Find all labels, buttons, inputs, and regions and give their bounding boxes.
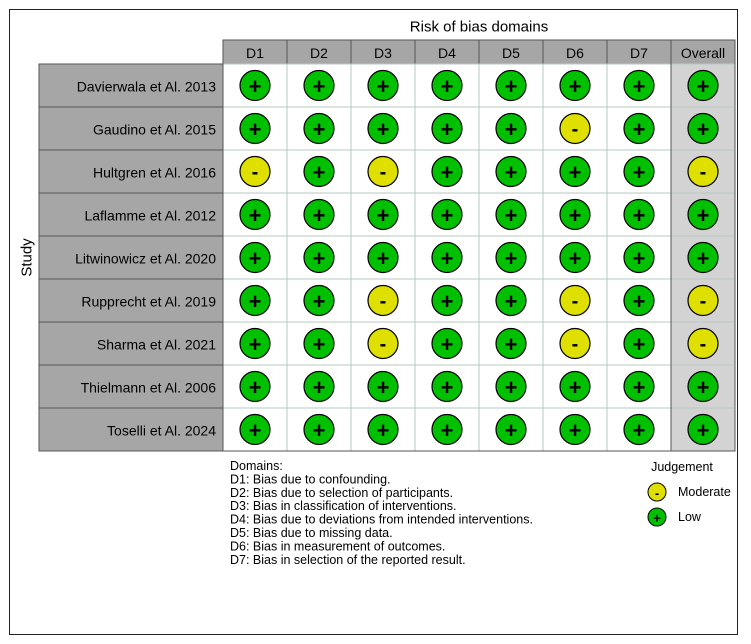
judgement-symbol: + <box>312 203 326 228</box>
judgement-symbol: + <box>440 203 454 228</box>
judgement-symbol: + <box>568 418 582 443</box>
judgement-symbol: + <box>632 418 646 443</box>
judgement-symbol: - <box>571 333 579 356</box>
judgement-symbol: + <box>568 375 582 400</box>
judgement-symbol: + <box>504 332 518 357</box>
judgement-symbol: + <box>248 246 262 271</box>
judgement-symbol: + <box>376 418 390 443</box>
judgement-symbol: + <box>376 375 390 400</box>
judgement-symbol: + <box>632 117 646 142</box>
y-axis-label: Study <box>18 238 36 277</box>
judgement-symbol: + <box>568 160 582 185</box>
judgement-symbol: - <box>379 333 387 356</box>
judgement-symbol: + <box>312 375 326 400</box>
judgement-symbol: + <box>248 289 262 314</box>
judgement-symbol: - <box>571 118 579 141</box>
judgement-symbol: + <box>568 74 582 99</box>
study-label: Hultgren et Al. 2016 <box>93 164 216 181</box>
judgement-symbol: + <box>696 418 710 443</box>
judgement-symbol: + <box>696 74 710 99</box>
domains-title: Domains: <box>230 459 283 473</box>
study-label: Thielmann et Al. 2006 <box>80 379 216 396</box>
judgement-symbol: + <box>440 332 454 357</box>
column-header-label: D3 <box>374 45 392 61</box>
study-label: Davierwala et Al. 2013 <box>76 78 216 95</box>
judgement-symbol: + <box>632 332 646 357</box>
column-header-label: D7 <box>630 45 648 61</box>
judgement-symbol: + <box>632 160 646 185</box>
column-header-label: Overall <box>680 45 726 61</box>
judgement-symbol: - <box>699 290 707 313</box>
judgement-symbol: + <box>248 117 262 142</box>
column-header-label: D4 <box>438 45 456 61</box>
judgement-symbol: + <box>632 203 646 228</box>
judgement-symbol: - <box>571 290 579 313</box>
legend-label: Low <box>678 510 701 524</box>
judgement-symbol: + <box>440 418 454 443</box>
judgement-symbol: + <box>248 418 262 443</box>
judgement-symbol: + <box>440 160 454 185</box>
judgement-symbol: + <box>376 117 390 142</box>
study-label: Sharma et Al. 2021 <box>96 336 216 353</box>
judgement-symbol: - <box>699 161 707 184</box>
judgement-symbol: - <box>699 333 707 356</box>
judgement-symbol: + <box>312 289 326 314</box>
judgement-symbol: + <box>504 418 518 443</box>
study-label: Litwinowicz et Al. 2020 <box>75 250 216 267</box>
study-label: Toselli et Al. 2024 <box>107 422 216 439</box>
legend-title: Judgement <box>651 460 713 474</box>
judgement-symbol: + <box>312 418 326 443</box>
column-header-label: D2 <box>310 45 328 61</box>
study-label: Laflamme et Al. 2012 <box>84 207 216 224</box>
domain-description: D7: Bias in selection of the reported result. <box>230 552 466 567</box>
domain-description: D1: Bias due to confounding. <box>230 472 391 487</box>
judgement-symbol: + <box>504 160 518 185</box>
domain-description: D3: Bias in classification of interventions. <box>230 499 457 514</box>
legend-label: Moderate <box>678 485 731 499</box>
judgement-symbol: + <box>696 203 710 228</box>
judgement-symbol: + <box>376 74 390 99</box>
judgement-symbol: + <box>696 246 710 271</box>
judgement-symbol: + <box>376 246 390 271</box>
judgement-symbol: - <box>251 161 259 184</box>
judgement-symbol: + <box>312 117 326 142</box>
judgement-symbol: + <box>312 246 326 271</box>
domain-description: D5: Bias due to missing data. <box>230 526 393 540</box>
column-header-label: D5 <box>502 45 520 61</box>
judgement-symbol: + <box>312 332 326 357</box>
judgement-symbol: + <box>568 203 582 228</box>
judgement-symbol: + <box>440 117 454 142</box>
judgement-symbol: + <box>632 246 646 271</box>
judgement-symbol: + <box>632 74 646 99</box>
judgement-symbol: + <box>696 117 710 142</box>
judgement-symbol: + <box>632 289 646 314</box>
judgement-symbol: + <box>440 375 454 400</box>
judgement-symbol: + <box>248 375 262 400</box>
judgement-symbol: + <box>248 332 262 357</box>
risk-of-bias-table <box>10 10 739 636</box>
judgement-symbol: + <box>632 375 646 400</box>
judgement-symbol: + <box>504 74 518 99</box>
judgement-symbol: + <box>504 117 518 142</box>
judgement-symbol: + <box>504 375 518 400</box>
judgement-symbol: + <box>504 289 518 314</box>
judgement-symbol: + <box>312 74 326 99</box>
judgement-symbol: - <box>379 290 387 313</box>
judgement-symbol: - <box>379 161 387 184</box>
domain-description: D6: Bias in measurement of outcomes. <box>230 539 446 554</box>
legend-symbol: - <box>654 485 660 501</box>
column-header-label: D1 <box>246 45 264 61</box>
legend-symbol: + <box>653 510 661 526</box>
judgement-symbol: + <box>504 203 518 228</box>
judgement-symbol: + <box>440 246 454 271</box>
judgement-symbol: + <box>248 203 262 228</box>
figure-frame <box>9 9 738 635</box>
judgement-symbol: + <box>568 246 582 271</box>
judgement-symbol: + <box>696 375 710 400</box>
judgement-symbol: + <box>504 246 518 271</box>
judgement-symbol: + <box>312 160 326 185</box>
study-label: Rupprecht et Al. 2019 <box>81 293 216 310</box>
study-label: Gaudino et Al. 2015 <box>93 121 216 138</box>
judgement-symbol: + <box>248 74 262 99</box>
judgement-symbol: + <box>440 74 454 99</box>
domain-description: D4: Bias due to deviations from intended interventions. <box>230 512 533 527</box>
judgement-symbol: + <box>440 289 454 314</box>
domain-description: D2: Bias due to selection of participants. <box>230 485 454 500</box>
header-title: Risk of bias domains <box>409 18 549 36</box>
column-header-label: D6 <box>566 45 584 61</box>
judgement-symbol: + <box>376 203 390 228</box>
